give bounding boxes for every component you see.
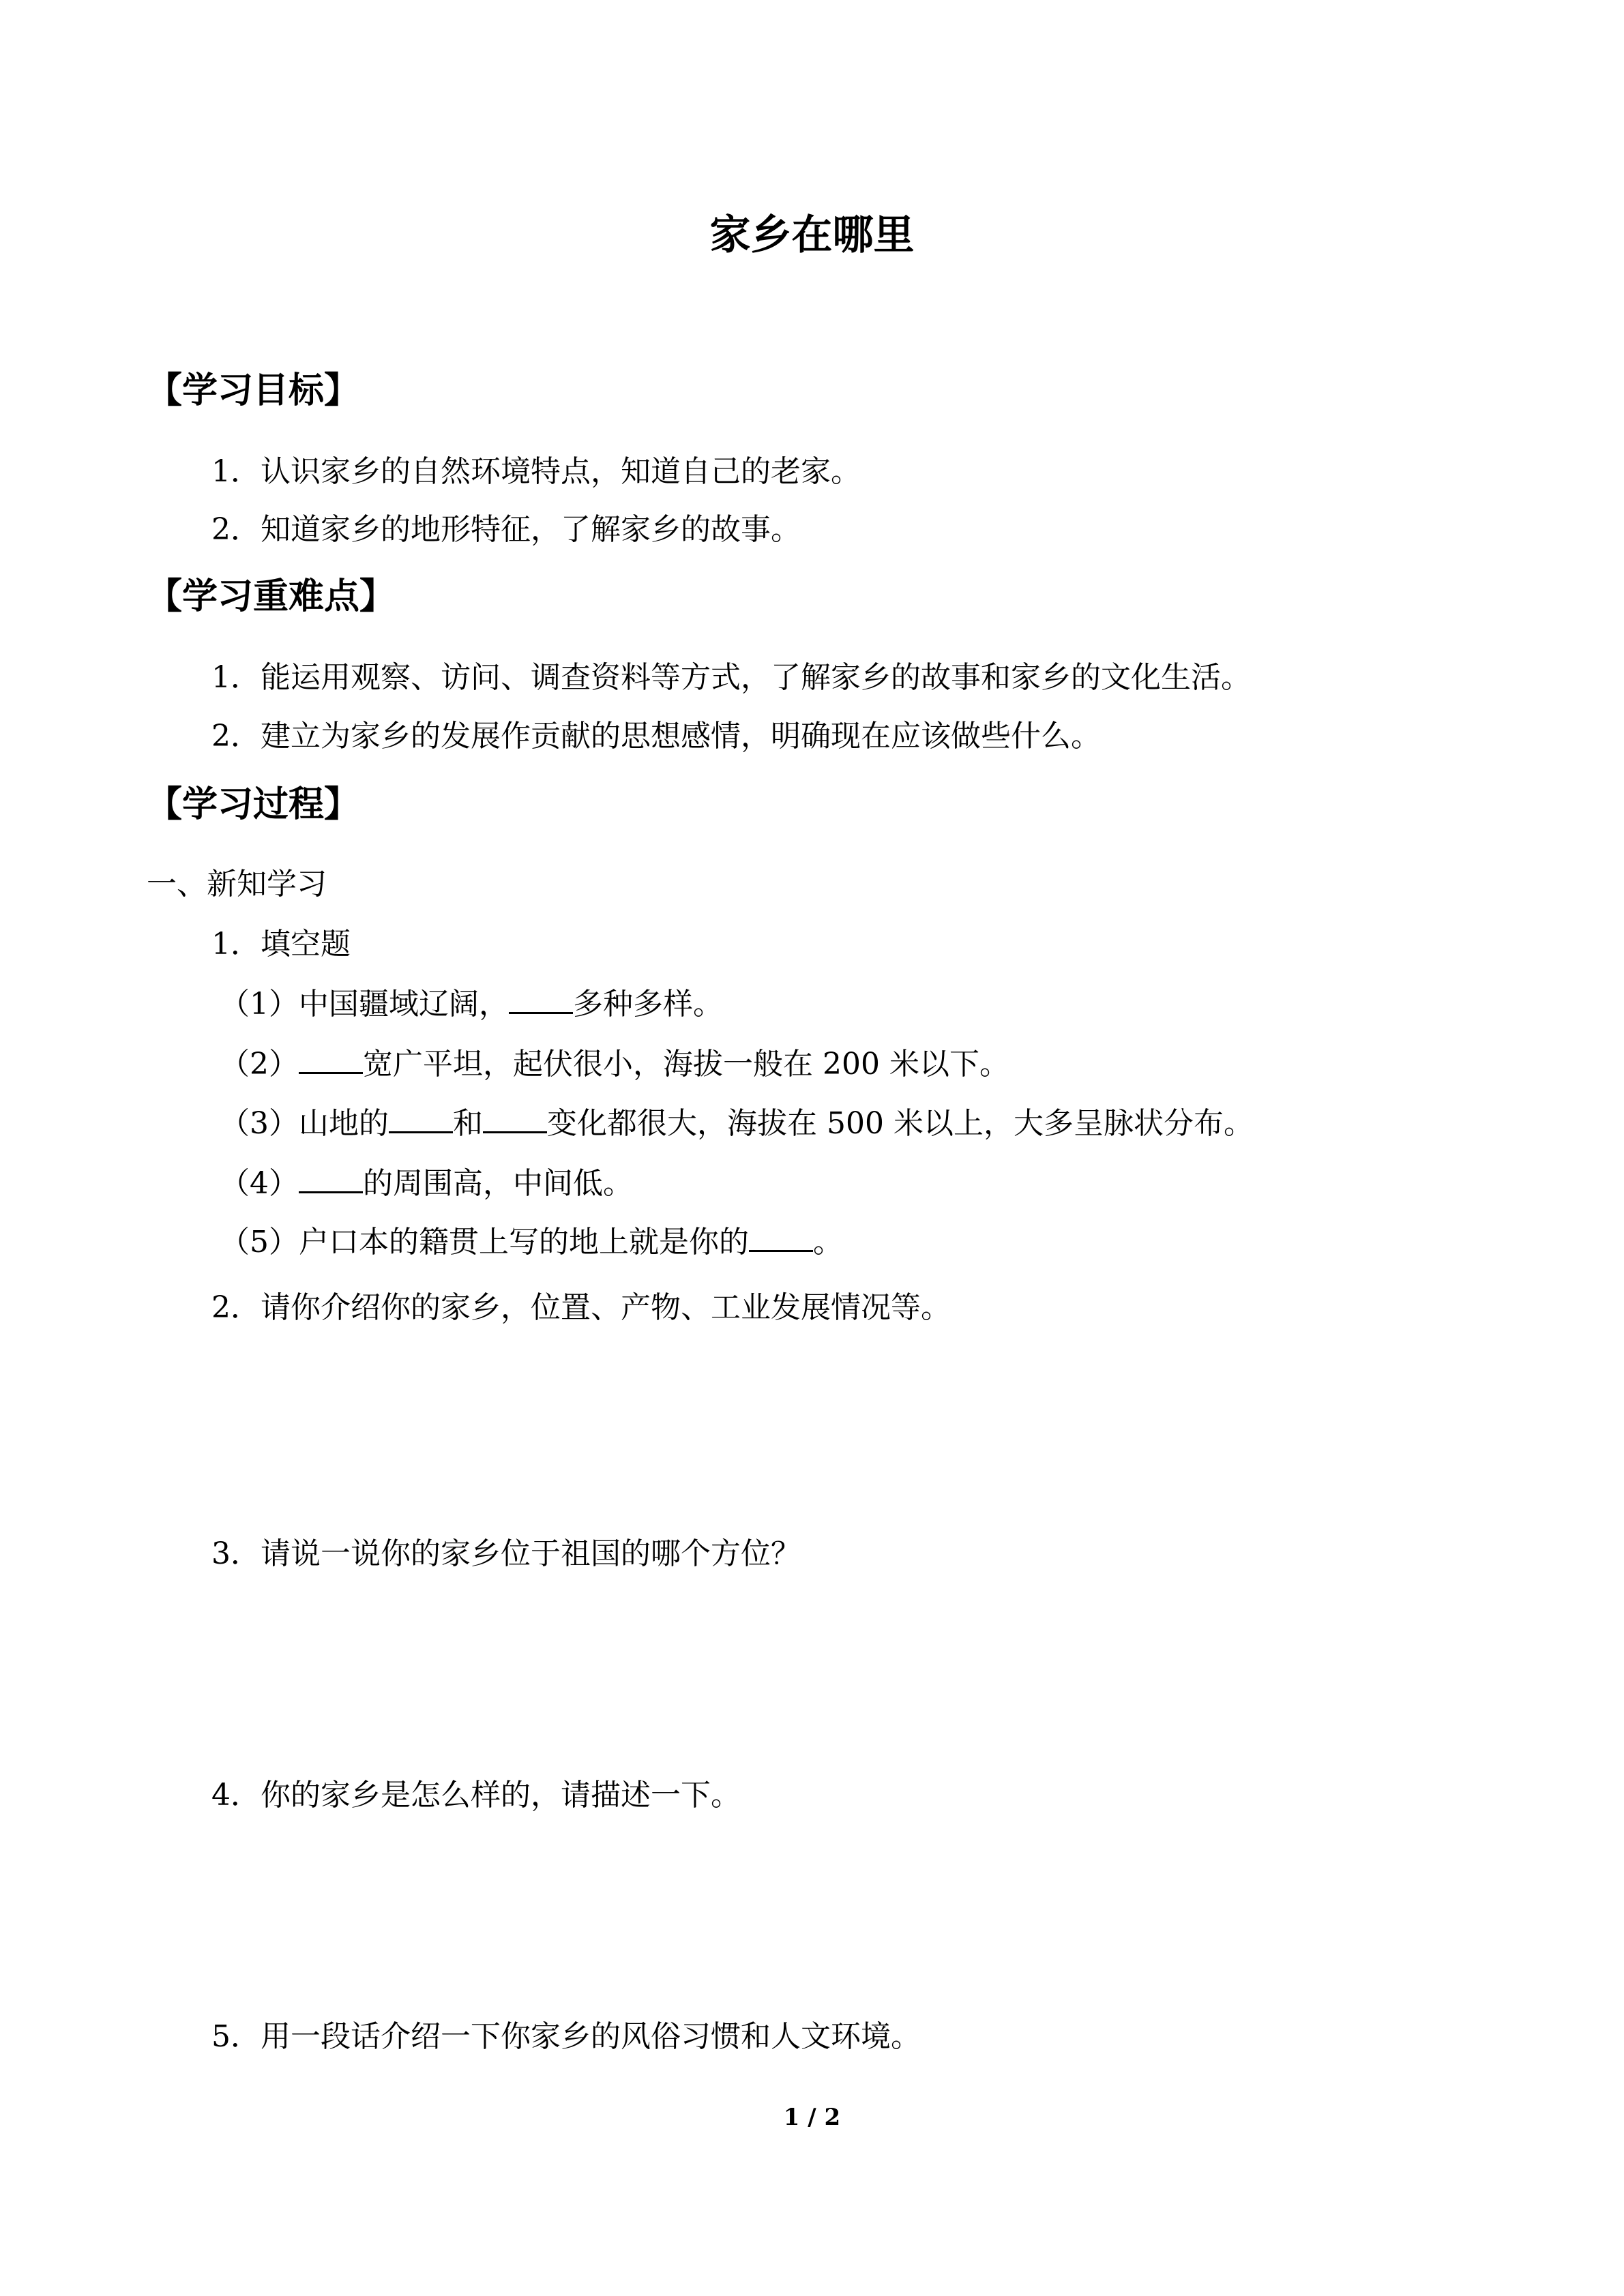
answer-blank[interactable]: [299, 1045, 363, 1074]
answer-blank[interactable]: [749, 1223, 813, 1252]
objective-item-1: 1．认识家乡的自然环境特点，知道自己的老家。: [211, 454, 861, 489]
fill-in-text: （5）户口本的籍贯上写的地上就是你的: [220, 1225, 749, 1259]
fill-in-text: 。: [813, 1225, 843, 1259]
fill-in-text: 多种多样。: [573, 987, 723, 1022]
key-point-item-2: 2．建立为家乡的发展作贡献的思想感情，明确现在应该做些什么。: [211, 719, 1101, 754]
question-4: 4．你的家乡是怎么样的，请描述一下。: [211, 1778, 741, 1813]
objective-item-2: 2．知道家乡的地形特征，了解家乡的故事。: [211, 512, 801, 547]
fill-in-text: 宽广平坦，起伏很小，海拔一般在 200 米以下。: [363, 1047, 1009, 1082]
question-3: 3．请说一说你的家乡位于祖国的哪个方位？: [211, 1536, 801, 1571]
fill-in-text: 和: [453, 1106, 483, 1141]
fill-in-text: 的周围高，中间低。: [363, 1166, 633, 1201]
question-5: 5．用一段话介绍一下你家乡的风俗习惯和人文环境。: [211, 2019, 921, 2054]
fill-in-item-4: [220, 1163, 633, 1204]
answer-blank[interactable]: [389, 1104, 453, 1133]
answer-blank[interactable]: [483, 1104, 547, 1133]
section-new-knowledge: 一、新知学习: [147, 867, 327, 901]
fill-in-item-2: [220, 1044, 1009, 1085]
fill-in-text: （2）: [220, 1047, 299, 1082]
fill-in-text: （1）中国疆域辽阔，: [220, 987, 509, 1022]
page-number: 1 / 2: [783, 2104, 841, 2131]
objectives-heading: 【学习目标】: [147, 370, 360, 411]
fill-in-item-5: [220, 1222, 843, 1263]
fill-in-text: （4）: [220, 1166, 299, 1201]
fill-in-text: 变化都很大，海拔在 500 米以上，大多呈脉状分布。: [547, 1106, 1254, 1141]
key-points-heading: 【学习重难点】: [147, 576, 396, 617]
question-2: 2．请你介绍你的家乡，位置、产物、工业发展情况等。: [211, 1290, 951, 1325]
key-point-item-1: 1．能运用观察、访问、调查资料等方式，了解家乡的故事和家乡的文化生活。: [211, 660, 1251, 695]
answer-blank[interactable]: [299, 1164, 363, 1193]
fill-in-text: （3）山地的: [220, 1106, 389, 1141]
fill-in-item-3: [220, 1103, 1254, 1144]
question-1-title: 1．填空题: [211, 927, 351, 961]
fill-in-item-1: [220, 984, 723, 1025]
answer-blank[interactable]: [509, 985, 573, 1014]
document-title: 家乡在哪里: [709, 211, 915, 259]
process-heading: 【学习过程】: [147, 784, 360, 825]
